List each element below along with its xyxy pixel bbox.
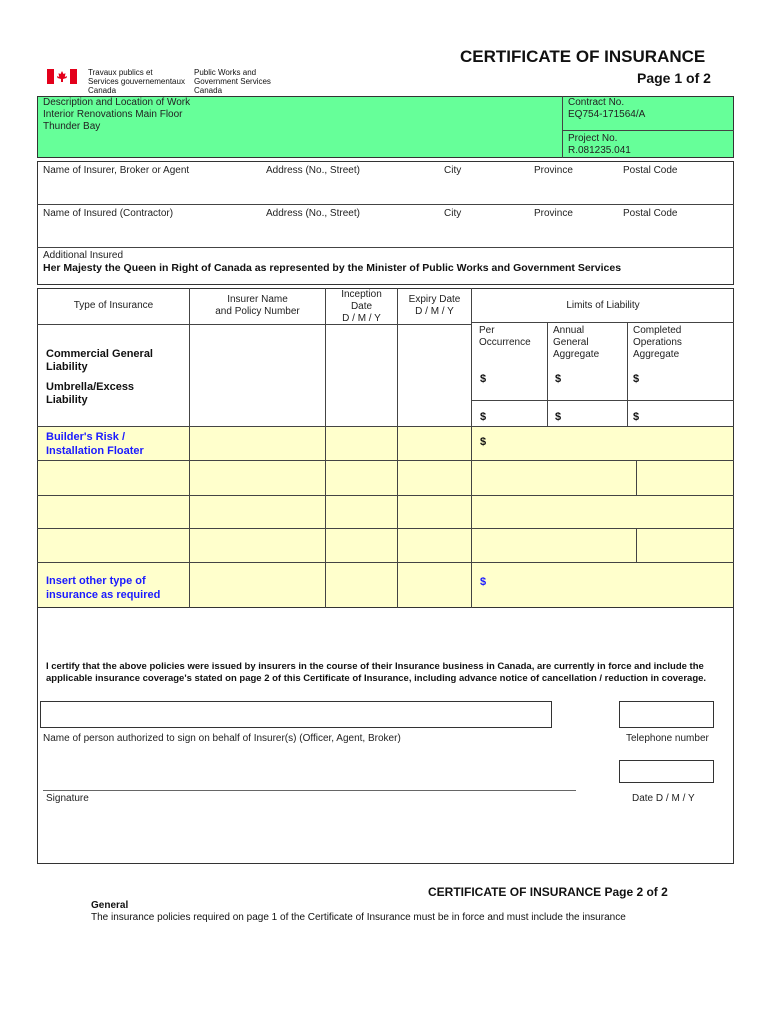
annual-aggregate-line3: Aggregate [553, 349, 600, 360]
logo-fr-line1: Travaux publics et [88, 68, 153, 77]
inception-header-line3: D / M / Y [342, 313, 381, 324]
inception-header-line2: Date [350, 301, 373, 312]
per-occurrence-line2: Occurrence [479, 337, 531, 348]
telephone-input[interactable] [619, 701, 714, 728]
page-title: CERTIFICATE OF INSURANCE [460, 47, 706, 66]
umbrella-per-occurrence-amount[interactable]: $ [480, 411, 487, 423]
contract-number-value[interactable]: EQ754-171564/A [568, 109, 646, 120]
additional-insured-label: Additional Insured [43, 250, 124, 261]
cgl-label-line1: Commercial General [46, 348, 153, 360]
insurer-postal-field[interactable]: Postal Code [623, 165, 678, 176]
umbrella-label-line2: Liability [46, 394, 88, 406]
work-description-label: Description and Location of Work [43, 97, 191, 108]
annual-aggregate-line1: Annual [553, 325, 585, 336]
contract-number-label: Contract No. [568, 97, 625, 108]
insured-name-field[interactable]: Name of Insured (Contractor) [43, 208, 174, 219]
logo-fr-line3: Canada [88, 86, 117, 95]
per-occurrence-line1: Per [479, 325, 495, 336]
canada-flag-icon [47, 69, 77, 84]
cgl-label-line2: Liability [46, 361, 88, 373]
insured-postal-field[interactable]: Postal Code [623, 208, 678, 219]
expiry-header-line1: Expiry Date [408, 294, 461, 305]
authorized-name-label: Name of person authorized to sign on behalf of Insurer(s) (Officer, Agent, Broker) [43, 733, 401, 744]
logo-en-line2: Government Services [194, 77, 271, 86]
cgl-completed-ops-amount[interactable]: $ [633, 373, 640, 385]
signature-line[interactable] [43, 790, 576, 791]
annual-aggregate-header [553, 325, 599, 361]
builders-risk-amount[interactable]: $ [480, 436, 487, 448]
page2-title: CERTIFICATE OF INSURANCE Page 2 of 2 [428, 885, 668, 899]
date-input[interactable] [619, 760, 714, 783]
insurer-policy-header [190, 294, 325, 318]
logo-en-line1: Public Works and [194, 68, 257, 77]
umbrella-completed-ops-amount[interactable]: $ [633, 411, 640, 423]
completed-ops-line1: Completed [633, 325, 682, 336]
insurer-city-field[interactable]: City [444, 165, 462, 176]
project-number-label: Project No. [568, 133, 618, 144]
page2-general-text: The insurance policies required on page 1 of the Certificate of Insurance must be in force and must include the insurance [91, 912, 626, 923]
insurer-name-field[interactable]: Name of Insurer, Broker or Agent [43, 165, 190, 176]
other-insurance-line1: Insert other type of [46, 575, 146, 587]
work-description-line2[interactable]: Thunder Bay [43, 121, 101, 132]
page-number: Page 1 of 2 [637, 70, 711, 86]
builders-risk-line1: Builder's Risk / [46, 431, 126, 443]
department-name-french [88, 68, 185, 95]
date-label: Date D / M / Y [632, 793, 695, 804]
insured-city-field[interactable]: City [444, 208, 462, 219]
insured-address-field[interactable]: Address (No., Street) [266, 208, 360, 219]
other-insurance-line2: insurance as required [46, 589, 161, 601]
builders-risk-line2: Installation Floater [46, 445, 144, 457]
cgl-annual-aggregate-amount[interactable]: $ [555, 373, 562, 385]
umbrella-label [46, 381, 134, 407]
umbrella-label-line1: Umbrella/Excess [46, 381, 135, 393]
type-of-insurance-header: Type of Insurance [73, 300, 154, 311]
cgl-label [46, 348, 153, 374]
limits-of-liability-header: Limits of Liability [566, 300, 640, 311]
insurer-policy-header-line1: Insurer Name [227, 294, 288, 305]
expiry-date-header [398, 294, 471, 318]
inception-header-line1: Inception [341, 289, 382, 300]
per-occurrence-header [479, 325, 531, 349]
annual-aggregate-line2: General [553, 337, 589, 348]
logo-fr-line2: Services gouvernementaux [88, 77, 185, 86]
page2-general-heading: General [91, 900, 129, 911]
additional-insured-value: Her Majesty the Queen in Right of Canada as represented by the Minister of Public Works and Government Services [43, 262, 622, 274]
other-insurance-label [46, 574, 160, 602]
umbrella-annual-aggregate-amount[interactable]: $ [555, 411, 562, 423]
work-description-line1[interactable]: Interior Renovations Main Floor [43, 109, 183, 120]
project-number-value[interactable]: R.081235.041 [568, 145, 631, 156]
completed-operations-header [633, 325, 682, 361]
authorized-name-input[interactable] [40, 701, 552, 728]
inception-date-header [326, 289, 397, 325]
insurer-province-field[interactable]: Province [534, 165, 573, 176]
cgl-per-occurrence-amount[interactable]: $ [480, 373, 487, 385]
telephone-label: Telephone number [626, 733, 709, 744]
completed-ops-line3: Aggregate [633, 349, 680, 360]
logo-en-line3: Canada [194, 86, 223, 95]
certification-text: I certify that the above policies were issued by insurers in the course of their Insurance business in Canada, are currently in force and include the applicable insurance coverage's stated on page 2 of this Certificate of Insurance, including advance notice of cancellation / reduction in coverage. [46, 661, 707, 684]
completed-ops-line2: Operations [633, 337, 682, 348]
expiry-header-line2: D / M / Y [415, 306, 454, 317]
insured-province-field[interactable]: Province [534, 208, 573, 219]
insurer-address-field[interactable]: Address (No., Street) [266, 165, 360, 176]
other-insurance-amount[interactable]: $ [480, 576, 487, 588]
signature-label: Signature [46, 793, 89, 804]
insurer-policy-header-line2: and Policy Number [215, 306, 300, 317]
department-name-english [194, 68, 271, 95]
builders-risk-label [46, 430, 144, 458]
